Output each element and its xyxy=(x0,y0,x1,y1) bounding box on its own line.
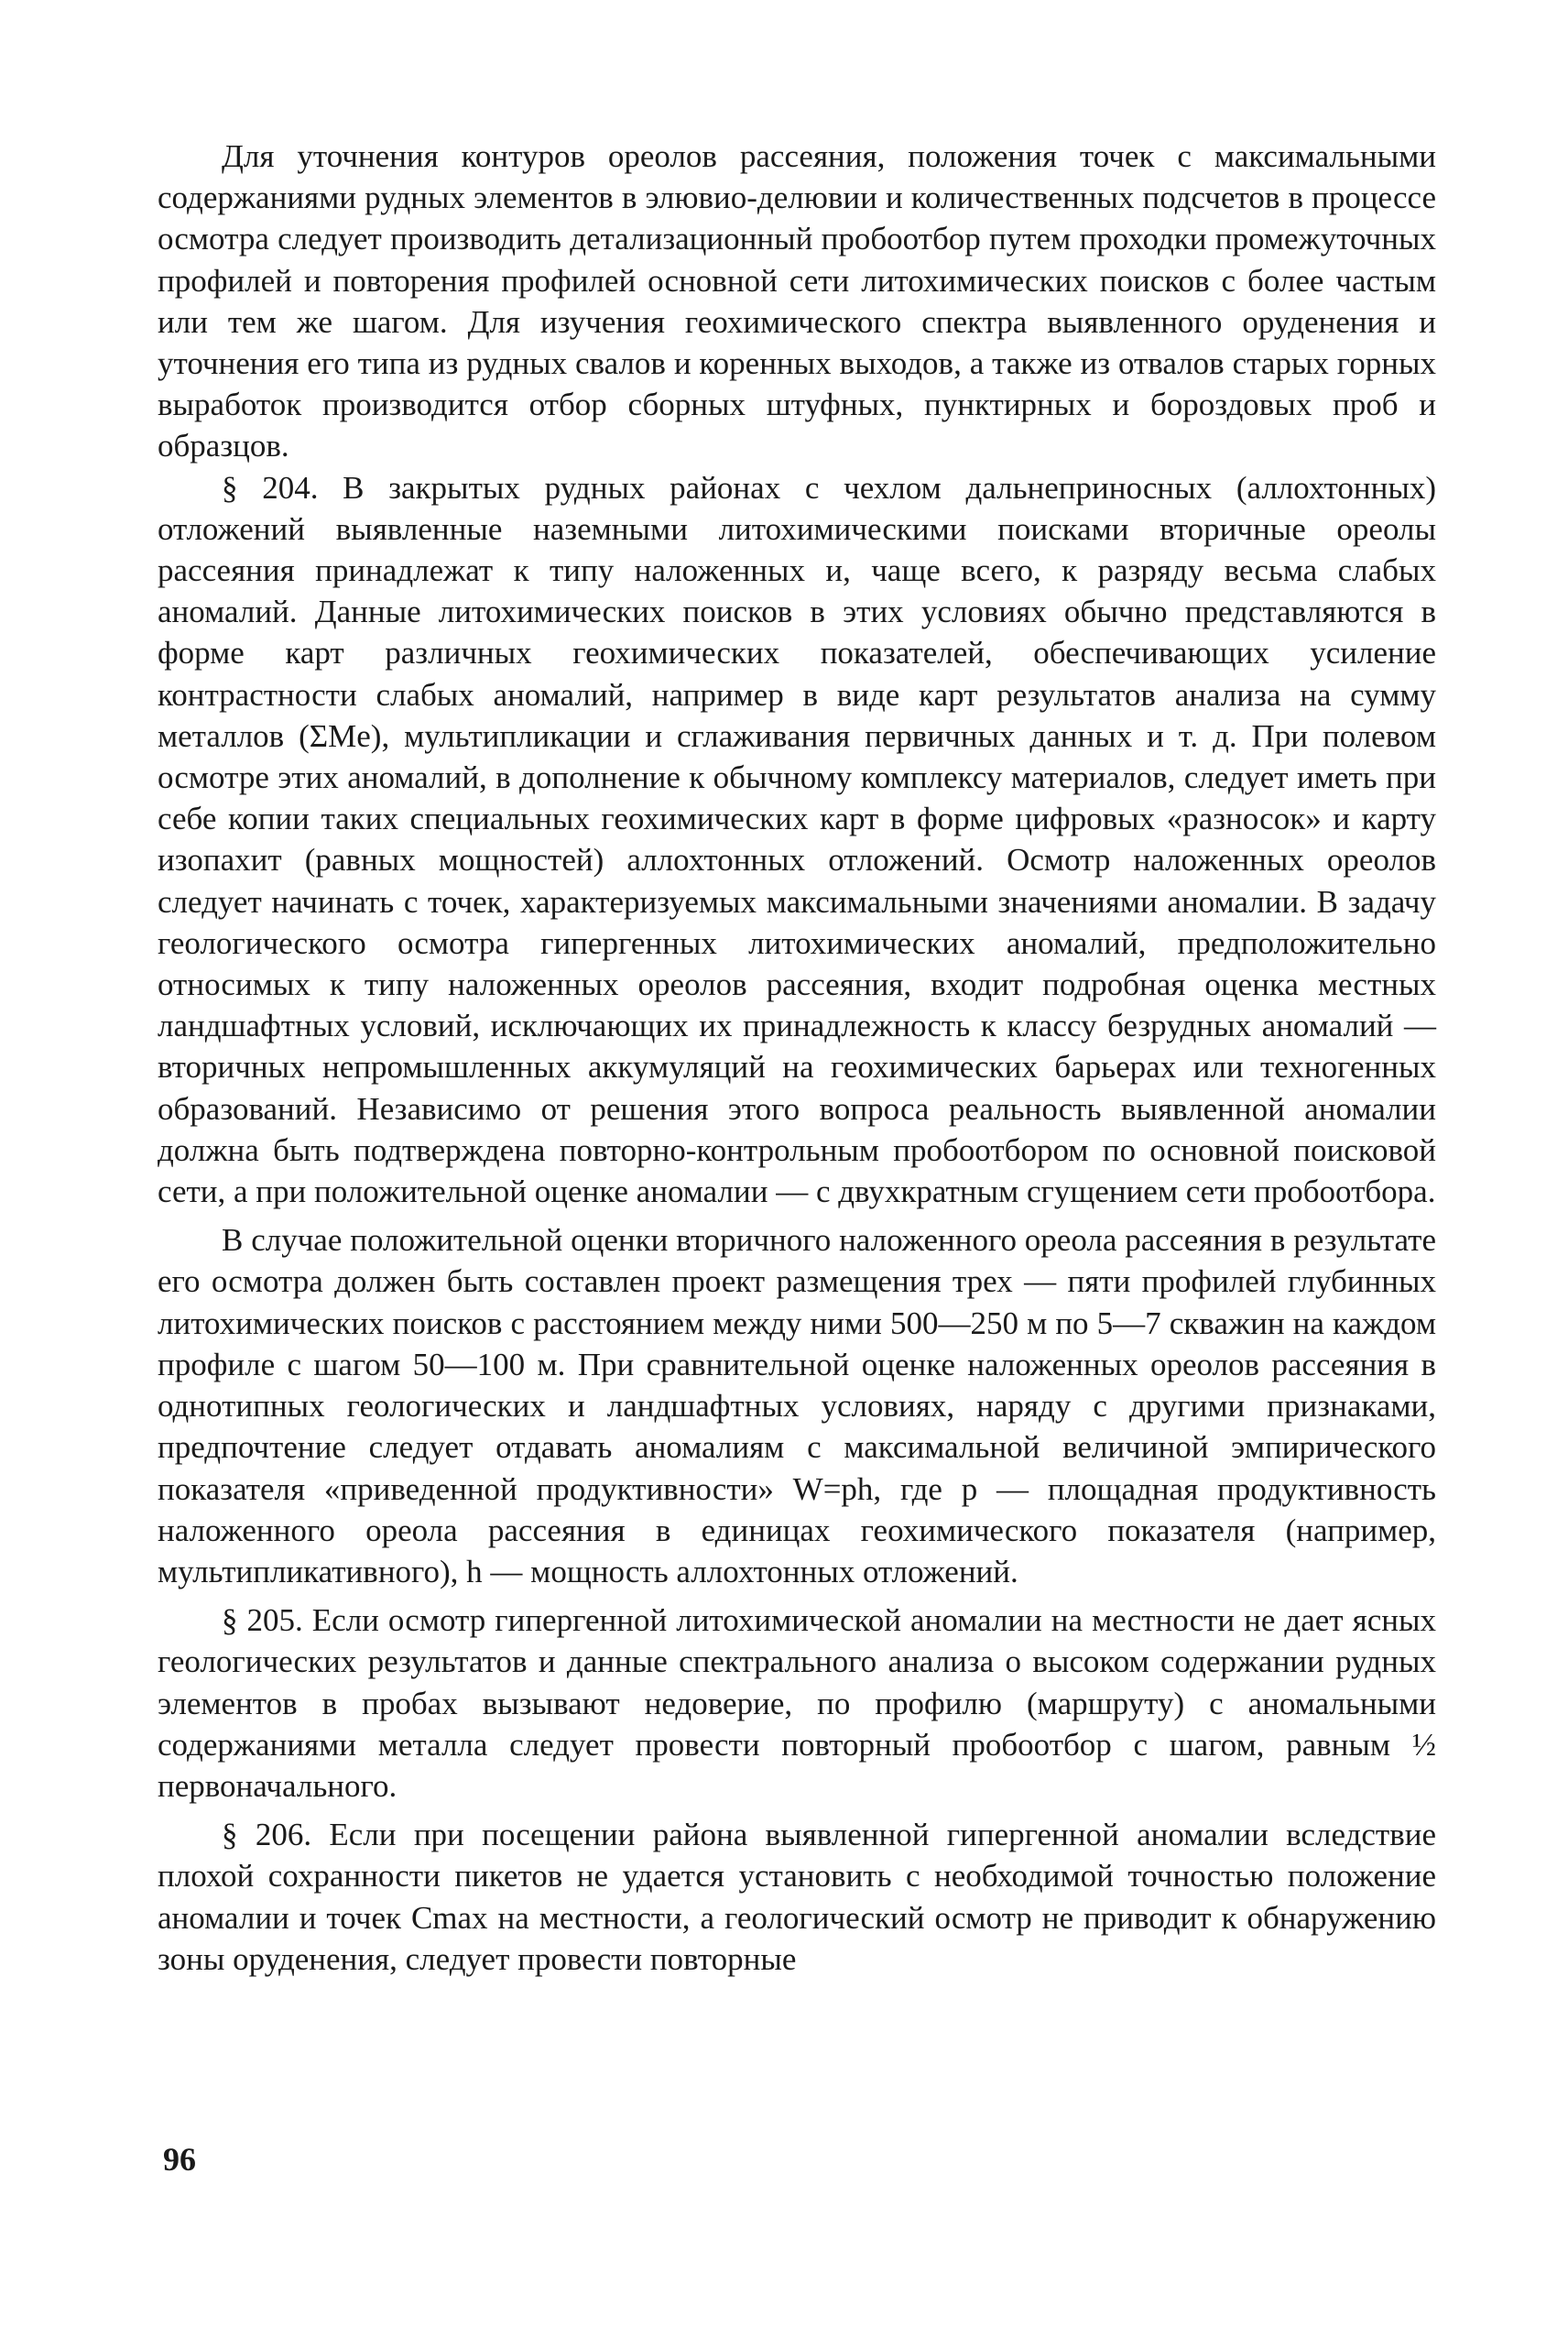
paragraph-205: § 205. Если осмотр гипергенной литохимической аномалии на местности не дает ясных геологических результатов и данные спектрального анализа о высоком содержании рудных элементов в пробах вызывают недоверие, по профилю (маршруту) с аномальными содержаниями металла следует провести повторный пробоотбор с шагом, равным ½ первоначального. xyxy=(158,1602,1436,1804)
paragraph-204: § 204. В закрытых рудных районах с чехлом дальнеприносных (аллохтонных) отложений выявленные наземными литохимическими поисками вторичные ореолы рассеяния принадлежат к типу наложенных и, чаще всего, к разряду весьма слабых аномалий. Данные литохимических поисков в этих условиях обычно представляются в форме карт различных геохимических показателей, обеспечивающих усиление контрастности слабых аномалий, например в виде карт результатов анализа на сумму металлов (ΣMe), мультипликации и сглаживания первичных данных и т. д. При полевом осмотре этих аномалий, в дополнение к обычному комплексу материалов, следует иметь при себе копии таких специальных геохимических карт в форме цифровых «разносок» и карту изопахит (равных мощностей) аллохтонных отложений. Осмотр наложенных ореолов следует начинать с точек, характеризуемых максимальными значениями аномалии. В задачу геологического осмотра гипергенных литохимических аномалий, предположительно относимых к типу наложенных ореолов рассеяния, входит подробная оценка местных ландшафтных условий, исключающих их принадлежность к классу безрудных аномалий — вторичных непромышленных аккумуляций на геохимических барьерах или техногенных образований. Независимо от решения этого вопроса реальность выявленной аномалии должна быть подтверждена повторно-контрольным пробоотбором по основной поисковой сети, а при положительной оценке аномалии — с двухкратным сгущением сети пробоотбора. xyxy=(158,469,1436,1210)
paragraph-3: В случае положительной оценки вторичного наложенного ореола рассеяния в результате его осмотра должен быть составлен проект размещения трех — пяти профилей глубинных литохимических поисков с расстоянием между ними 500—250 м по 5—7 скважин на каждом профиле с шагом 50—100 м. При сравнительной оценке наложенных ореолов рассеяния в однотипных геологических и ландшафтных условиях, наряду с другими признаками, предпочтение следует отдавать аномалиям с максимальной величиной эмпирического показателя «приведенной продуктивности» W=ph, где p — площадная продуктивность наложенного ореола рассеяния в единицах геохимического показателя (например, мультипликативного), h — мощность аллохтонных отложений. xyxy=(158,1222,1436,1589)
paragraph-206: § 206. Если при посещении района выявленной гипергенной аномалии вследствие плохой сохранности пикетов не удается установить с необходимой точностью положение аномалии и точек Cmax на местности, а геологический осмотр не приводит к обнаружению зоны оруденения, следует провести повторные xyxy=(158,1817,1436,1977)
page-body xyxy=(158,136,1436,1980)
paragraph-1: Для уточнения контуров ореолов рассеяния, положения точек с максимальными содержаниями рудных элементов в элювио-делювии и количественных подсчетов в процессе осмотра следует производить детализационный пробоотбор путем проходки промежуточных профилей и повторения профилей основной сети литохимических поисков с более частым или тем же шагом. Для изучения геохимического спектра выявленного оруденения и уточнения его типа из рудных свалов и коренных выходов, а также из отвалов старых горных выработок производится отбор сборных штуфных, пунктирных и бороздовых проб и образцов. xyxy=(158,138,1436,464)
page-number: 96 xyxy=(163,2141,196,2178)
